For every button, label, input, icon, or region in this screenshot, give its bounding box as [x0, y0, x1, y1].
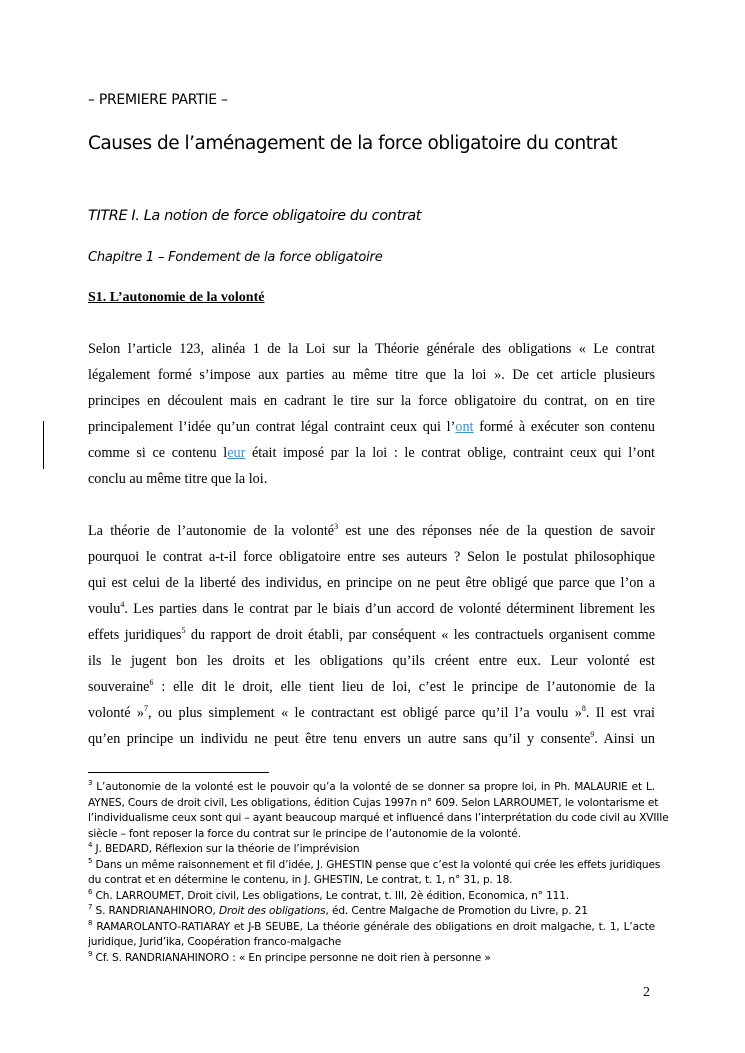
footnote-8: $^8$ RAMAROLANTO-RATIARAY et J-B SEUBE, La théorie générale des obligations en droit malgache, t. 1, L’acte juridique, Jurid’ika, Coopération franco-malgache: [88, 918, 655, 948]
paragraph-line: comme si ce contenu leur était imposé par la loi : le contrat oblige, contraint ceux qui l’ont: [88, 445, 655, 461]
paragraph-line: souveraine$^6$ : elle dit le droit, elle tient lieu de loi, c’est le principe de l’autonomie de la: [88, 678, 655, 695]
paragraph-line: qu’en principe un individu ne peut être tenu envers un autre sans qu’il y consente$^9$. Ainsi un: [88, 730, 655, 747]
footnote-ref[interactable]: 9: [590, 730, 595, 739]
chapter-heading: Chapitre 1 – Fondement de la force obligatoire: [88, 250, 383, 265]
footnote-9: $^9$ Cf. S. RANDRIANAHINORO : « En principe personne ne doit rien à personne »: [88, 949, 491, 964]
footnote-7: $^7$ S. RANDRIANAHINORO, Droit des obligations, éd. Centre Malgache de Promotion du Livre, p. 21: [88, 903, 588, 917]
footnotes: [88, 779, 669, 966]
paragraph-line: Selon l’article 123, alinéa 1 de la Loi sur la Théorie générale des obligations « Le contrat: [88, 341, 655, 357]
paragraph-line: légalement formé s’impose aux parties au même titre que la loi ». De cet article plusieurs: [88, 367, 655, 383]
change-bar: [43, 421, 44, 469]
footnote-separator: [88, 772, 269, 773]
footnote-5: $^5$ Dans un même raisonnement et fil d’idée, J. GHESTIN pense que c’est la volonté qui crée les effets juridiques du contrat et en détermine le contenu, in J. GHESTIN, Le contrat, t. 1, n° 31, p. 18.: [88, 856, 661, 886]
paragraph-line: ils le jugent bon les droits et les obligations qu’ils créent entre eux. Leur volonté est: [88, 653, 655, 669]
section-heading: S1. L’autonomie de la volonté: [88, 290, 265, 305]
paragraph-line: principes en découlent mais en cadrant le tire sur la force obligatoire du contrat, on en tire: [88, 393, 655, 409]
paragraph-1: [88, 336, 655, 492]
paragraph-line: pourquoi le contrat a-t-il force obligatoire entre ses auteurs ? Selon le postulat philosophique: [88, 549, 655, 565]
page-number: 2: [643, 985, 650, 1000]
page-title: Causes de l’aménagement de la force obligatoire du contrat: [88, 133, 618, 154]
titre-heading: TITRE I. La notion de force obligatoire du contrat: [88, 208, 422, 224]
footnote-ref[interactable]: 5: [181, 626, 186, 635]
footnote-ref[interactable]: 4: [120, 600, 125, 609]
footnote-4: $^4$ J. BEDARD, Réflexion sur la théorie de l’imprévision: [88, 841, 360, 855]
footnote-ref[interactable]: 6: [149, 678, 154, 687]
footnote-ref[interactable]: 7: [144, 704, 149, 713]
footnote-3: $^3$ L’autonomie de la volonté est le pouvoir qu’a la volonté de se donner sa propre loi, in Ph. MALAURIE et L. AYNES, Cours de droit civil, Les obligations, édition Cujas 1997n n° 609. Selon LARROUMET, le volontarisme et l’individualisme ceux sont qui – ayant beaucoup marqué et influencé dans l’interprétation du code civil au XVIIIe siècle – font reposer la force du contrat sur le principe de l’autonomie de la volonté.: [88, 779, 669, 840]
paragraph-line: voulu$^4$. Les parties dans le contrat par le biais d’un accord de volonté déterminent librement les: [88, 600, 655, 617]
paragraph-line: volonté »$^7$, ou plus simplement « le contractant est obligé parce qu’il l’a voulu »$^8$. Il est vrai: [88, 704, 655, 721]
paragraph-line: qui est celui de la liberté des individus, en principe on ne peut être obligé que parce que l’on a: [88, 575, 655, 591]
paragraph-line: principalement l’idée qu’un contrat légal contraint ceux qui l’ont formé à exécuter son contenu: [88, 419, 655, 435]
tracked-change-link[interactable]: ont: [455, 419, 474, 435]
paragraph-line: La théorie de l’autonomie de la volonté$^3$ est une des réponses née de la question de savoir: [88, 522, 655, 539]
paragraph-line: conclu au même titre que la loi.: [88, 471, 268, 487]
paragraph-2: [88, 518, 655, 752]
part-heading: – PREMIERE PARTIE –: [88, 92, 228, 108]
footnote-ref[interactable]: 3: [334, 522, 339, 531]
tracked-change-link[interactable]: eur: [227, 445, 246, 461]
footnote-ref[interactable]: 8: [581, 704, 586, 713]
footnote-6: $^6$ Ch. LARROUMET, Droit civil, Les obligations, Le contrat, t. III, 2è édition, Economica, n° 111.: [88, 887, 570, 902]
paragraph-line: effets juridiques$^5$ du rapport de droit établi, par conséquent « les contractuels organisent comme: [88, 626, 655, 643]
